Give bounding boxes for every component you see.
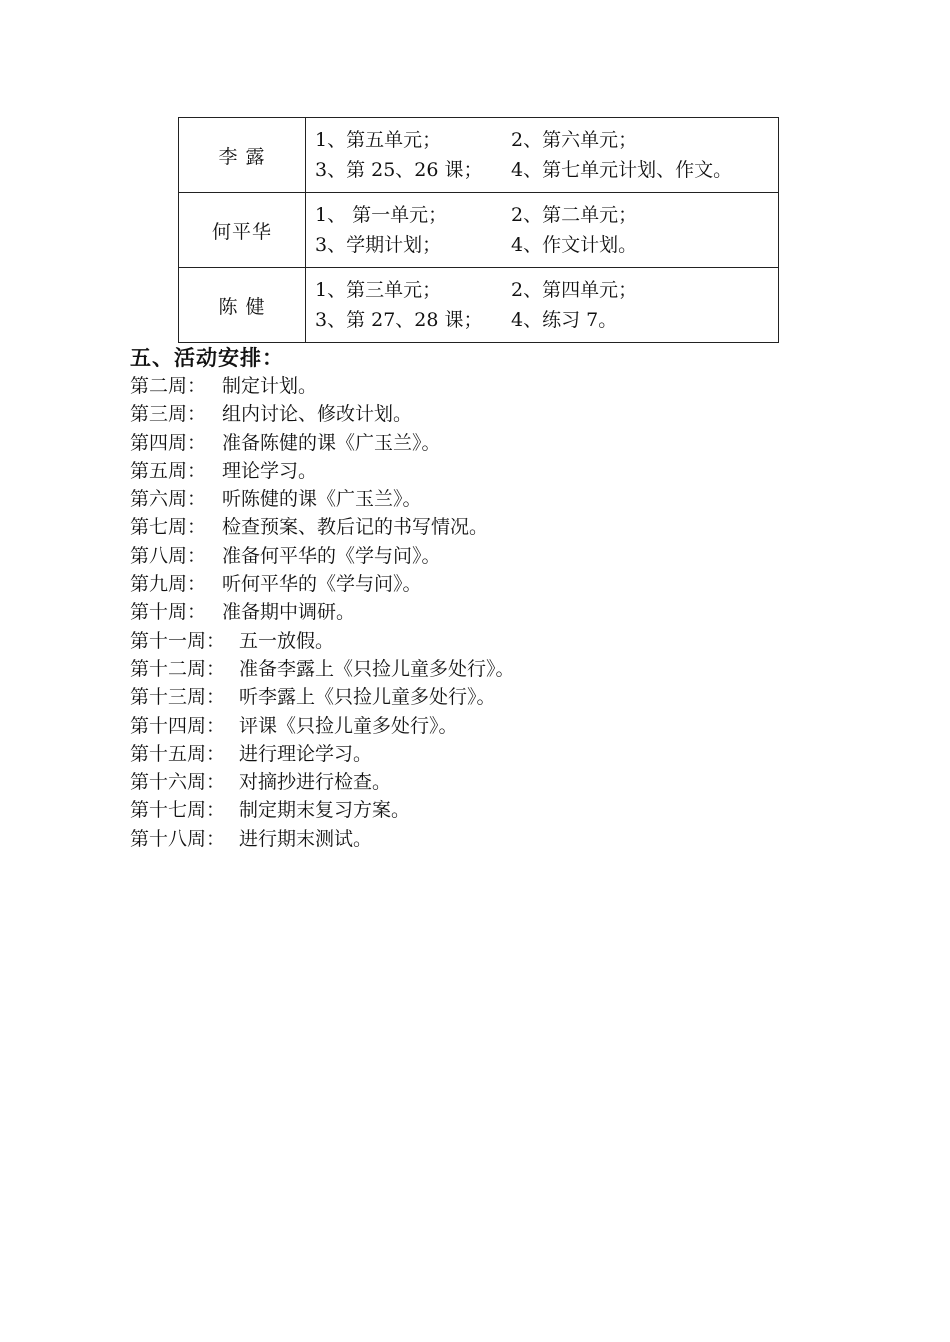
task-line [315,125,778,155]
list-item [130,542,515,570]
activity-text: 制定期末复习方案。 [239,799,411,822]
table-row [179,193,779,268]
task-line [315,275,778,305]
task-cell [306,193,779,268]
activity-text: 对摘抄进行检查。 [239,771,392,794]
task-item: 1、第三单元； [315,279,442,301]
task-line [315,305,778,335]
task-cell [306,118,779,193]
week-label: 第十二周： [130,657,226,680]
list-item [130,485,515,513]
task-line [315,200,778,230]
list-item [130,400,515,428]
table-row [179,118,779,193]
activity-text: 听陈健的课《广玉兰》。 [222,488,422,511]
list-item [130,740,515,768]
activity-text: 准备李露上《只捡儿童多处行》。 [239,657,515,680]
activity-text: 制定计划。 [222,375,318,397]
activity-text: 听李露上《只捡儿童多处行》。 [239,686,496,709]
task-item: 1、第五单元； [315,129,442,151]
task-item: 3、第 25、26 课； [315,159,483,181]
week-label: 第十七周： [130,799,226,822]
task-item: 3、学期计划； [315,234,442,256]
week-label: 第十八周： [130,827,226,850]
list-item [130,712,515,740]
teacher-name: 李 露 [179,118,306,193]
week-label: 第五周： [130,459,207,482]
list-item [130,683,515,711]
activity-text: 检查预案、教后记的书写情况。 [222,516,489,539]
task-item: 2、第四单元； [511,279,638,301]
teacher-name: 何平华 [179,193,306,268]
task-item: 4、第七单元计划、作文。 [511,159,733,181]
task-item: 2、第六单元； [511,129,638,151]
week-label: 第十周： [130,601,207,624]
table-row [179,268,779,343]
section-heading: 五、活动安排： [130,346,284,370]
activity-text: 听何平华的《学与问》。 [222,573,422,596]
activity-text: 进行理论学习。 [239,742,373,765]
week-label: 第八周： [130,544,207,567]
list-item [130,513,515,541]
activity-text: 理论学习。 [222,459,318,482]
list-item [130,768,515,796]
week-label: 第七周： [130,516,207,539]
week-label: 第三周： [130,403,207,426]
list-item [130,372,515,400]
activity-schedule [130,372,515,853]
week-label: 第十六周： [130,771,226,794]
teacher-name: 陈 健 [179,268,306,343]
list-item [130,570,515,598]
activity-text: 进行期末测试。 [239,827,373,850]
activity-text: 准备期中调研。 [222,601,356,624]
assignment-table [178,117,779,343]
task-line [315,155,778,185]
week-label: 第四周： [130,431,207,454]
activity-text: 五一放假。 [239,629,335,652]
list-item [130,598,515,626]
task-item: 4、作文计划。 [511,234,638,256]
task-item: 3、第 27、28 课； [315,309,483,331]
week-label: 第十一周： [130,629,226,652]
week-label: 第十五周： [130,742,226,765]
task-item: 4、练习 7。 [511,309,618,331]
week-label: 第十三周： [130,686,226,709]
week-label: 第十四周： [130,714,226,737]
activity-text: 准备陈健的课《广玉兰》。 [222,431,441,454]
week-label: 第九周： [130,573,207,596]
week-label: 第二周： [130,375,207,397]
list-item [130,655,515,683]
week-label: 第六周： [130,488,207,511]
task-item: 1、 第一单元； [315,204,448,226]
task-cell [306,268,779,343]
task-item: 2、第二单元； [511,204,638,226]
list-item [130,429,515,457]
activity-text: 准备何平华的《学与问》。 [222,544,441,567]
list-item [130,627,515,655]
activity-text: 组内讨论、修改计划。 [222,403,413,426]
task-line [315,230,778,260]
activity-text: 评课《只捡儿童多处行》。 [239,714,458,737]
list-item [130,796,515,824]
list-item [130,457,515,485]
list-item [130,825,515,853]
